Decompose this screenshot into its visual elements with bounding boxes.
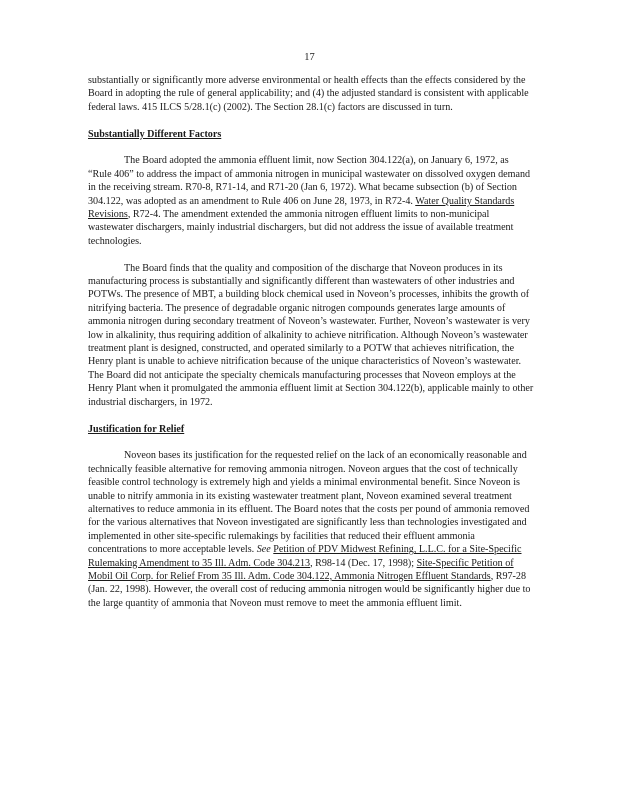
citation-mobil-oil: Site-Specific Petition of Mobil Oil Corp. for Relief From 35 Ill. Adm. Code 304.122, Ammonia Nitrogen Effluent Standards xyxy=(88,557,514,582)
paragraph-text: , R72-4. The amendment extended the ammonia nitrogen effluent limits to non-municipal wastewater dischargers, mainly industrial dischargers, but did not address the issue of available treatment technologies. xyxy=(88,209,514,247)
paragraph-text: The Board adopted the ammonia effluent limit, now Section 304.122(a), on January 6, 1972, as “Rule 406” to address the impact of ammonia nitrogen in municipal wastewater on dissolved oxygen demand in the receiving stream. R70-8, R71-14, and R71-20 (Jan 6, 1972). What became subsection (b) of Section 304.122, was adopted as an amendment to Rule 406 on June 28, 1973, in R72-4. xyxy=(88,155,531,207)
paragraph-board-findings: The Board finds that the quality and composition of the discharge that Noveon produces in its manufacturing process is substantially and significantly different than wastewaters of other industries and POTWs. The presence of MBT, a building block chemical used in Noveon’s processes, inhibits the growth of nitrifying bacteria. The presence of degradable organic nitrogen compounds generates large amounts of ammonia nitrogen during secondary treatment of Noveon’s wastewater. Further, Noveon’s wastewater is very low in alkalinity, thus requiring addition of alkalinity to achieve nitrification. Although Noveon’s wastewater treatment plant is designed, constructed, and operated similarly to a POTW that achieves nitrification, the Henry plant is unable to achieve nitrification because of the unique characteristics of Noveon’s wastewater. The Board did not anticipate the specialty chemicals manufacturing processes that Noveon employs at the Henry Plant when it promulgated the ammonia effluent limit at Section 304.122(b), applicable mainly to other industrial dischargers, in 1972. xyxy=(88,262,534,408)
intro-paragraph: substantially or significantly more adverse environmental or health effects than the effects considered by the Board in adopting the rule of general applicability; and (4) the adjusted standard is consistent with applicable federal laws. 415 ILCS 5/28.1(c) (2002). The Section 28.1(c) factors are discussed in turn. xyxy=(88,75,529,113)
citation-water-quality-standards: Water Quality Standards Revisions xyxy=(88,195,515,221)
paragraph-ammonia-history xyxy=(88,154,534,248)
citation-pdv-midwest: Petition of PDV Midwest Refining, L.L.C. for a Site-Specific Rulemaking Amendment to 35 Ill. Adm. Code 304.213 xyxy=(88,544,522,569)
paragraph-text: , R97-28 (Jan. 22, 1998). However, the overall cost of reducing ammonia nitrogen would be significantly higher due to the large quantity of ammonia that Noveon must remove to meet the ammonia effluent limit. xyxy=(88,570,531,609)
signal-see: See xyxy=(256,544,271,556)
paragraph-text: , R98-14 (Dec. 17, 1998); xyxy=(310,557,415,569)
section-heading-substantially-different-factors: Substantially Different Factors xyxy=(88,128,222,140)
section-heading-justification-for-relief: Justification for Relief xyxy=(88,423,185,435)
paragraph-justification xyxy=(88,449,534,610)
paragraph-text: Noveon bases its justification for the requested relief on the lack of an economically reasonable and technically feasible alternative for removing ammonia nitrogen. Noveon argues that the cost of technically feasible control technology is extremely high and yields a minimal environmental benefit. Since Noveon is unable to nitrify ammonia in its existing wastewater treatment plant, Noveon examined several treatment alternatives to reduce ammonia in its effluent. The Board notes that the costs per pound of ammonia removed for the various alternatives that Noveon investigated are significantly less than technologies investigated and implemented in other site-specific rulemakings by facilities that reduced their effluent ammonia concentrations to more acceptable levels. xyxy=(88,450,530,556)
page-number: 17 xyxy=(304,52,315,63)
document-body xyxy=(88,74,534,624)
